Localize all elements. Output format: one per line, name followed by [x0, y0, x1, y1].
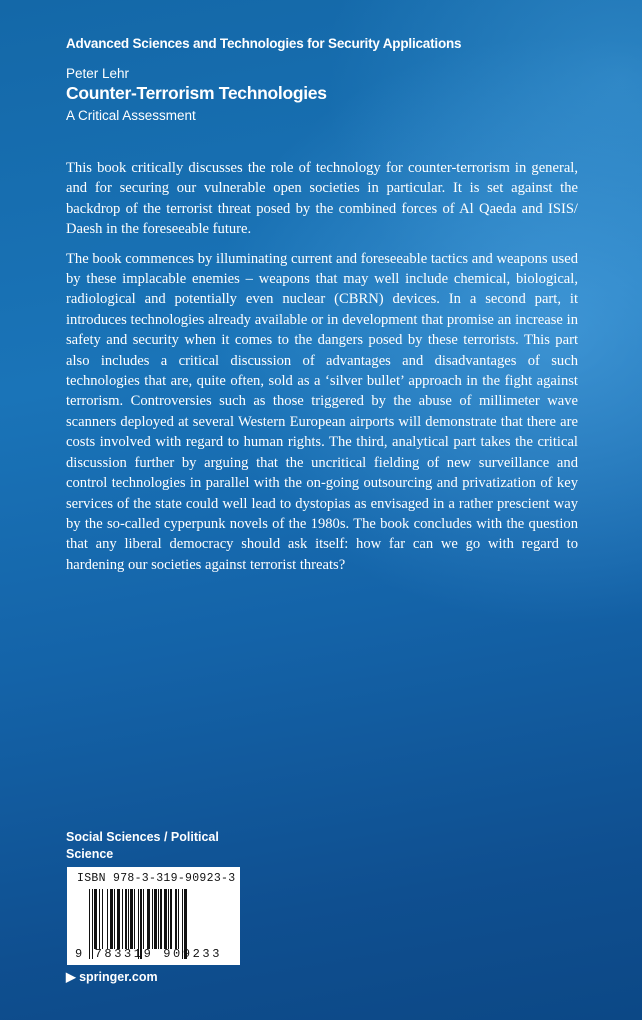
series-title: Advanced Sciences and Technologies for Security Applications — [66, 36, 462, 51]
blurb — [66, 158, 578, 584]
book-subtitle: A Critical Assessment — [66, 108, 196, 123]
author: Peter Lehr — [66, 66, 130, 81]
book-title: Counter-Terrorism Technologies — [66, 83, 327, 103]
publisher-link[interactable]: ▶ springer.com — [66, 970, 158, 984]
blurb-paragraph: The book commences by illuminating current and foreseeable tactics and weapons used by these implacable enemies – weapons that may well include chemical, biological, radiological and potentially even nuclear (CBRN) devices. In a second part, it introduces technologies already available or in development that promise an increase in safety and security when it comes to the dangers posed by these terrorists. This part also includes a critical discussion of advantages and disadvantages of such technologies that are, quite often, sold as a ‘silver bullet’ approach in the fight against terrorism. Controversies such as those triggered by the abuse of millimeter wave scanners deployed at several Western European airports will demonstrate that there are costs involved with regard to human rights. The third, analytical part takes the critical discussion further by arguing that the uncritical fielding of new surveillance and control technologies in parallel with the on-going outsourcing and privatization of key services of the state could well lead to dystopias as envisaged in a rather prescient way by the so-called cyperpunk novels of the 1980s. The book concludes with the question that any liberal democracy should ask itself: how far can we go with regard to hardening our societies against terrorist threats? — [66, 250, 578, 573]
blurb-paragraph: This book critically discusses the role of technology for counter-terrorism in general, and for securing our vulnerable open societies in particular. It is set against the backdrop of the terrorist threat posed by the combined forces of Al Qaeda and ISIS/ Daesh in the foreseeable future. — [66, 160, 578, 238]
isbn-barcode — [67, 867, 240, 965]
barcode-digits: 9 783319 909233 — [75, 947, 223, 961]
isbn-label: ISBN 978-3-319-90923-3 — [77, 872, 236, 885]
subject-category: Social Sciences / Political Science — [66, 830, 219, 861]
barcode-bar — [187, 889, 188, 949]
